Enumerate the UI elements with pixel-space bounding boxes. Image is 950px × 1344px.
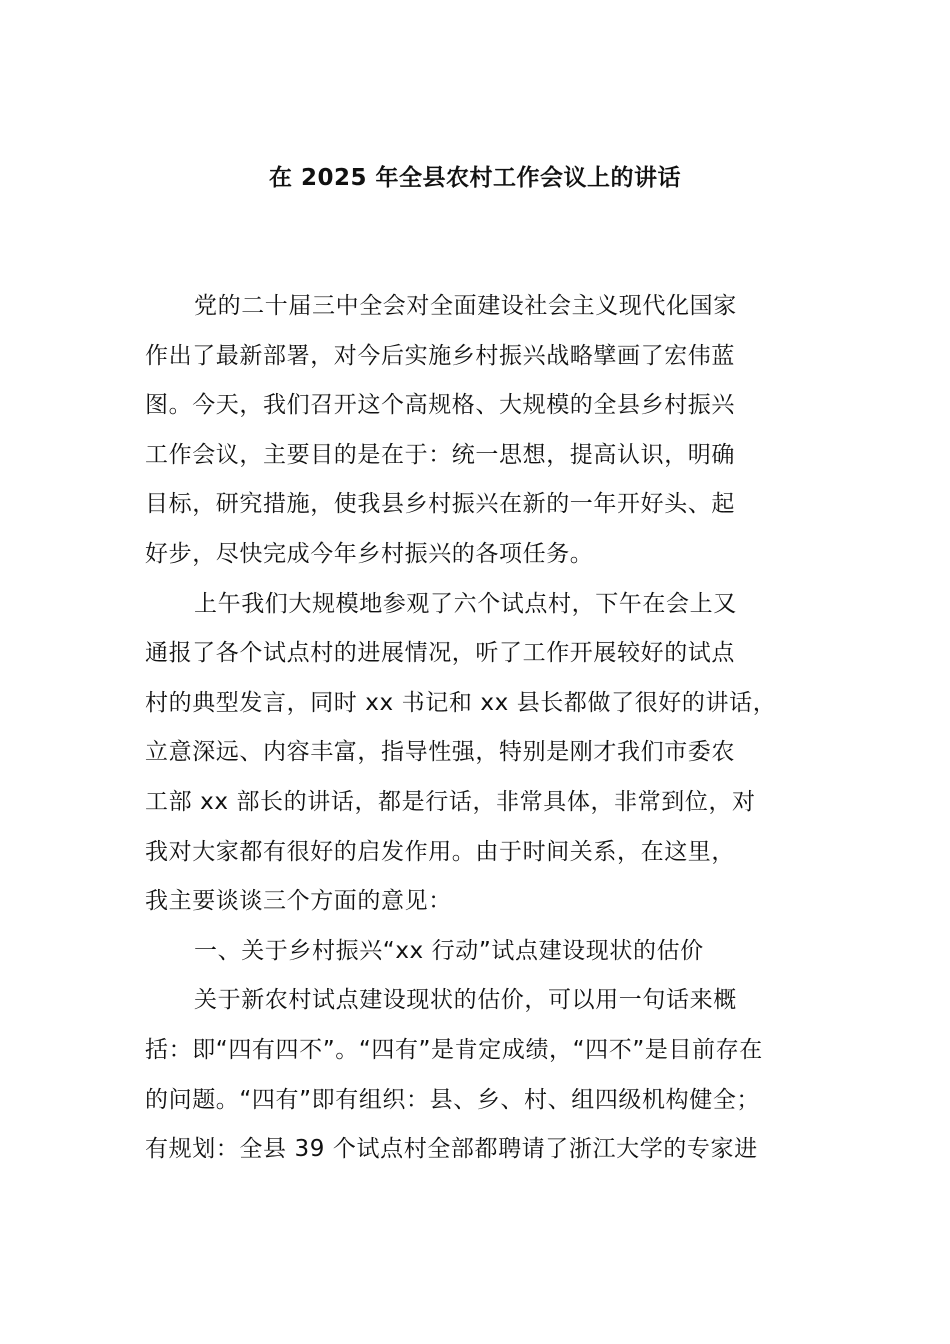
paragraph-morning-visit [145, 580, 825, 927]
text-line: 我主要谈谈三个方面的意见： [145, 888, 452, 915]
document-title: 在 2025 年全县农村工作会议上的讲话 [268, 165, 682, 191]
section-heading-one [145, 927, 825, 977]
text-line: 立意深远、内容丰富，指导性强，特别是刚才我们市委农 [145, 739, 735, 766]
text-line: 工作会议，主要目的是在于：统一思想，提高认识，明确 [145, 441, 735, 468]
text-line: 村的典型发言，同时 xx 书记和 xx 县长都做了很好的讲话， [145, 689, 777, 716]
text-line: 目标，研究措施，使我县乡村振兴在新的一年开好头、起 [145, 491, 735, 518]
text-line: 上午我们大规模地参观了六个试点村，下午在会上又 [194, 590, 737, 617]
text-line: 的问题。“四有”即有组织：县、乡、村、组四级机构健全； [145, 1086, 761, 1113]
text-line: 我对大家都有很好的启发作用。由于时间关系，在这里， [145, 838, 735, 865]
text-line: 工部 xx 部长的讲话，都是行话，非常具体，非常到位，对 [145, 788, 756, 815]
paragraph-assessment [145, 976, 825, 1174]
text-line: 通报了各个试点村的进展情况，听了工作开展较好的试点 [145, 640, 735, 667]
text-line: 党的二十届三中全会对全面建设社会主义现代化国家 [194, 293, 737, 319]
text-line: 图。今天，我们召开这个高规格、大规模的全县乡村振兴 [145, 392, 735, 419]
text-line: 一、关于乡村振兴“xx 行动”试点建设现状的估价 [194, 937, 704, 964]
text-line: 有规划：全县 39 个试点村全部都聘请了浙江大学的专家进 [145, 1136, 758, 1163]
document-body [145, 282, 825, 1175]
text-line: 好步，尽快完成今年乡村振兴的各项任务。 [145, 540, 594, 567]
text-line: 括：即“四有四不”。“四有”是肯定成绩，“四不”是目前存在 [145, 1036, 763, 1063]
text-line: 关于新农村试点建设现状的估价，可以用一句话来概 [194, 987, 737, 1014]
text-line: 作出了最新部署，对今后实施乡村振兴战略擘画了宏伟蓝 [145, 342, 735, 369]
paragraph-intro [145, 282, 825, 580]
